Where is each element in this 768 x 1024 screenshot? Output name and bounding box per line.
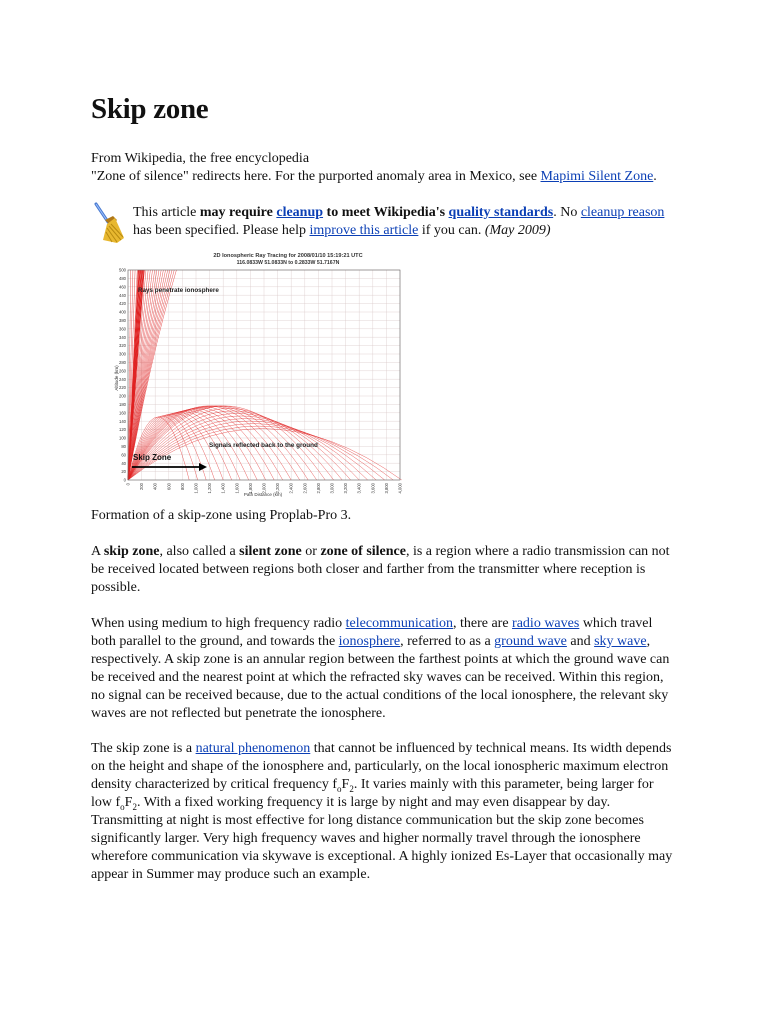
y-tick-label: 20 <box>121 469 126 475</box>
x-tick-label: 2,000 <box>261 483 267 494</box>
y-tick-label: 40 <box>121 460 126 466</box>
notice-text: This article may require cleanup to meet Wikipedia's quality standards. No cleanup reason has been specified. Please help improve this article if you can. (May 2009) <box>133 205 665 238</box>
x-tick-label: 2,400 <box>288 483 294 494</box>
x-tick-label: 1,200 <box>207 483 213 494</box>
y-tick-label: 480 <box>119 276 126 281</box>
redirect-note: "Zone of silence" redirects here. For the purported anomaly area in Mexico, see Mapimi Silent Zone. <box>91 169 657 184</box>
y-tick-label: 0 <box>123 477 126 483</box>
y-tick-label: 240 <box>119 376 126 382</box>
paragraph-phenomenon: The skip zone is a natural phenomenon that cannot be influenced by technical means. Its width depends on the height and shape of the ionosphere and, particularly, on the local ionospheric maximum electron density characterized by critical frequency $f_oF_2$. It varies mainly with this parameter, being larger for low $f_oF_2$. With a fixed working frequency it is large by night and may even disappear by day. Transmitting at night is most effective for long distance communication but the skip zone becomes significantly larger. Very high frequency waves and higher normally travel through the ionosphere wherefore communication via skywave is exceptional. A highly ionized Es-Layer that occasionally may appear in Summer may produce such an example. <box>91 741 673 882</box>
label-penetrate: Rays penetrate ionosphere <box>138 287 219 294</box>
x-tick-label: 2,200 <box>275 483 281 494</box>
y-tick-label: 300 <box>119 351 126 357</box>
ray-tracing-figure <box>113 248 413 502</box>
y-tick-label: 500 <box>119 267 126 273</box>
natural-phenomenon-link[interactable]: natural phenomenon <box>195 741 311 756</box>
x-tick-label: 3,000 <box>329 483 335 494</box>
x-tick-label: 3,800 <box>383 483 389 494</box>
x-tick-label: 3,200 <box>343 483 349 494</box>
improve-article-link[interactable]: improve this article <box>309 223 419 238</box>
figure-caption: Formation of a skip-zone using Proplab-Pro 3. <box>91 508 352 523</box>
y-tick-label: 440 <box>119 292 126 298</box>
ionosphere-link[interactable]: ionosphere <box>338 634 401 649</box>
x-tick-label: 4,000 <box>397 483 403 494</box>
radio-waves-link[interactable]: radio waves <box>512 616 580 631</box>
x-tick-label: 1,000 <box>193 483 199 494</box>
y-tick-label: 140 <box>119 418 126 424</box>
label-reflected: Signals reflected back to the ground <box>209 442 318 449</box>
x-tick-label: 2,800 <box>315 483 321 494</box>
x-tick-label: 2,600 <box>302 483 308 494</box>
site-sub: From Wikipedia, the free encyclopedia <box>91 151 310 166</box>
figure-title-1: 2D Ionospheric Ray Tracing for 2008/01/10 15:19:21 UTC <box>213 253 363 259</box>
telecommunication-link[interactable]: telecommunication <box>345 616 453 631</box>
y-tick-label: 80 <box>121 444 126 449</box>
article-header <box>91 150 681 186</box>
figure-title-2: 116.0833W 51.0833N to 0.2833W 51.7167N <box>236 260 340 266</box>
x-tick-label: 3,400 <box>356 483 362 494</box>
mapimi-link[interactable]: Mapimi Silent Zone <box>540 169 654 184</box>
y-tick-label: 280 <box>119 360 126 365</box>
y-tick-label: 120 <box>119 427 126 433</box>
y-tick-label: 200 <box>119 393 126 399</box>
x-tick-label: 400 <box>152 483 158 490</box>
x-tick-label: 3,600 <box>370 483 376 494</box>
sky-wave-link[interactable]: sky wave <box>594 634 647 649</box>
x-tick-label: 800 <box>179 483 185 490</box>
y-tick-label: 260 <box>119 368 126 374</box>
y-tick-label: 460 <box>119 284 126 290</box>
y-tick-label: 420 <box>119 301 126 307</box>
x-tick-label: 600 <box>166 483 172 490</box>
y-tick-label: 380 <box>119 318 126 323</box>
y-tick-label: 220 <box>119 385 126 391</box>
x-tick-label: 0 <box>125 483 131 486</box>
y-tick-label: 360 <box>119 326 126 332</box>
y-tick-label: 400 <box>119 309 126 315</box>
y-tick-label: 60 <box>121 452 126 458</box>
y-tick-label: 180 <box>119 402 126 407</box>
cleanup-link[interactable]: cleanup <box>276 205 324 220</box>
label-skip-zone: Skip Zone <box>133 453 172 462</box>
quality-standards-link[interactable]: quality standards <box>448 205 554 220</box>
broom-icon <box>91 202 125 244</box>
cleanup-reason-link[interactable]: cleanup reason <box>580 205 665 220</box>
x-tick-label: 1,800 <box>247 483 253 494</box>
y-tick-label: 100 <box>119 435 126 441</box>
x-tick-label: 200 <box>139 483 145 490</box>
ground-wave-link[interactable]: ground wave <box>494 634 567 649</box>
x-axis-label: Path Distance (km) <box>243 492 283 497</box>
paragraph-intro: A skip zone, also called a silent zone or zone of silence, is a region where a radio transmission can not be received located between regions both closer and farther from the transmitter where reception is possible. <box>91 544 670 595</box>
y-axis-label: Altitude (km) <box>114 365 119 391</box>
page-title: Skip zone <box>91 93 209 125</box>
paragraph-waves: When using medium to high frequency radio telecommunication, there are radio waves which travel both parallel to the ground, and towards the ionosphere, referred to as a ground wave and sky wave, respectively. A skip zone is an annular region between the farthest points at which the ground wave can be received and the nearest point at which the refracted sky waves can be received. Within this region, no signal can be received because, due to the actual conditions of the local ionosphere, the relevant sky waves are not reflected but penetrate the ionosphere. <box>91 616 670 721</box>
y-tick-label: 340 <box>119 334 126 340</box>
y-tick-label: 160 <box>119 410 126 416</box>
ray-reflected <box>128 421 376 480</box>
x-tick-label: 1,400 <box>220 483 226 494</box>
notice-date: (May 2009) <box>484 223 551 238</box>
y-tick-label: 320 <box>119 343 126 349</box>
x-tick-label: 1,600 <box>234 483 240 494</box>
